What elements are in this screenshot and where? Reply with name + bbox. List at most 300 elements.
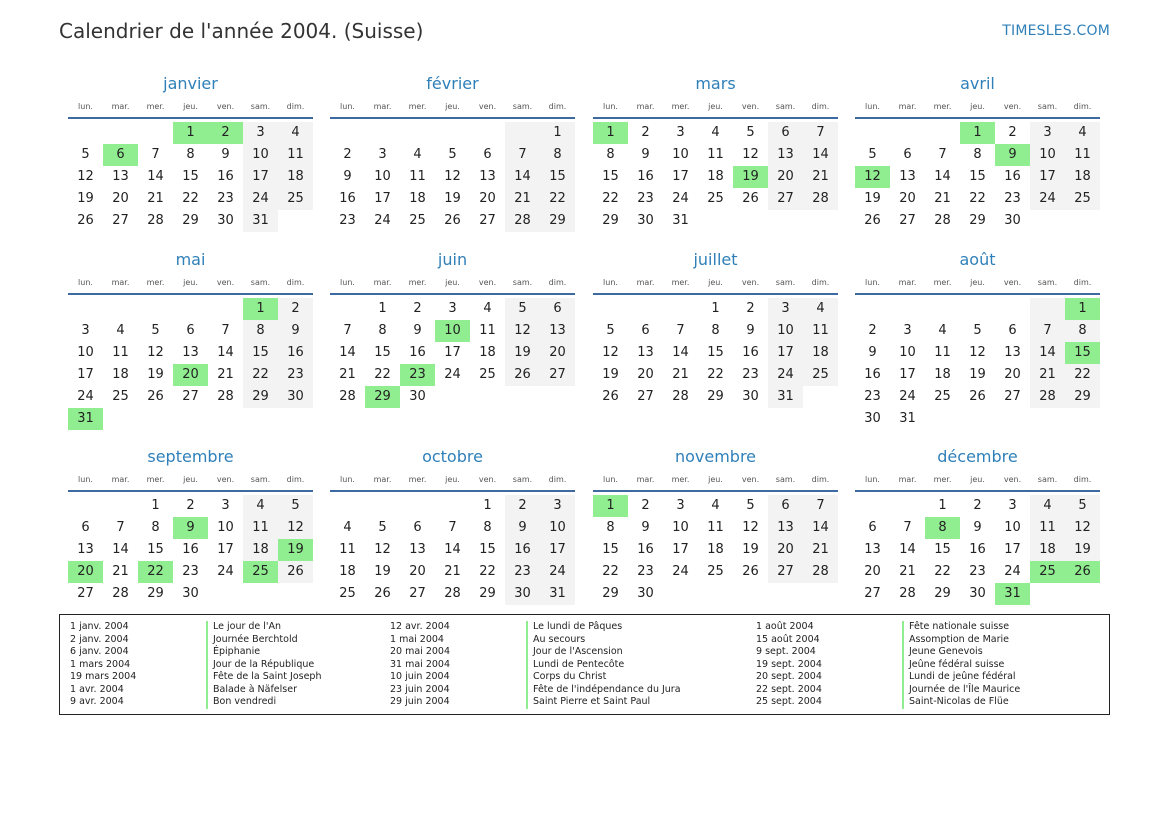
day-cell[interactable]: 23: [217, 191, 234, 206]
day-cell[interactable]: 22: [243, 364, 278, 386]
day-cell[interactable]: 4: [1065, 122, 1100, 144]
day-cell[interactable]: 8: [540, 144, 575, 166]
day-cell[interactable]: 3: [903, 323, 912, 338]
day-cell[interactable]: 22: [969, 191, 986, 206]
day-cell[interactable]: 24: [217, 564, 234, 579]
day-cell[interactable]: 29: [540, 210, 575, 232]
day-cell[interactable]: 14: [147, 169, 164, 184]
day-cell[interactable]: 16: [278, 342, 313, 364]
day-cell[interactable]: 4: [243, 495, 278, 517]
day-cell[interactable]: 6: [103, 144, 138, 166]
day-cell[interactable]: 4: [938, 323, 947, 338]
day-cell[interactable]: 6: [768, 122, 803, 144]
day-cell[interactable]: 14: [934, 169, 951, 184]
day-cell[interactable]: 31: [243, 210, 278, 232]
day-cell[interactable]: 30: [409, 389, 426, 404]
day-cell[interactable]: 3: [1008, 498, 1017, 513]
day-cell[interactable]: 27: [112, 213, 129, 228]
day-cell[interactable]: 14: [803, 517, 838, 539]
day-cell[interactable]: 9: [868, 345, 877, 360]
day-cell[interactable]: 16: [1004, 169, 1021, 184]
day-cell[interactable]: 8: [483, 520, 492, 535]
day-cell[interactable]: 28: [505, 210, 540, 232]
day-cell[interactable]: 6: [540, 298, 575, 320]
day-cell[interactable]: 13: [768, 144, 803, 166]
day-cell[interactable]: 1: [243, 298, 278, 320]
day-cell[interactable]: 17: [77, 367, 94, 382]
day-cell[interactable]: 24: [77, 389, 94, 404]
day-cell[interactable]: 18: [479, 345, 496, 360]
day-cell[interactable]: 23: [339, 213, 356, 228]
day-cell[interactable]: 12: [602, 345, 619, 360]
day-cell[interactable]: 2: [278, 298, 313, 320]
day-cell[interactable]: 28: [803, 561, 838, 583]
day-cell[interactable]: 30: [1004, 213, 1021, 228]
day-cell[interactable]: 31: [672, 213, 689, 228]
day-cell[interactable]: 10: [540, 517, 575, 539]
day-cell[interactable]: 12: [855, 166, 890, 188]
day-cell[interactable]: 12: [742, 147, 759, 162]
day-cell[interactable]: 26: [505, 364, 540, 386]
day-cell[interactable]: 23: [742, 367, 759, 382]
day-cell[interactable]: 26: [602, 389, 619, 404]
day-cell[interactable]: 7: [903, 520, 912, 535]
day-cell[interactable]: 7: [151, 147, 160, 162]
day-cell[interactable]: 11: [112, 345, 129, 360]
day-cell[interactable]: 6: [641, 323, 650, 338]
day-cell[interactable]: 20: [768, 539, 803, 561]
day-cell[interactable]: 3: [676, 498, 685, 513]
day-cell[interactable]: 20: [637, 367, 654, 382]
day-cell[interactable]: 7: [803, 122, 838, 144]
day-cell[interactable]: 2: [868, 323, 877, 338]
day-cell[interactable]: 16: [742, 345, 759, 360]
day-cell[interactable]: 30: [637, 586, 654, 601]
day-cell[interactable]: 11: [1065, 144, 1100, 166]
day-cell[interactable]: 15: [374, 345, 391, 360]
day-cell[interactable]: 5: [606, 323, 615, 338]
day-cell[interactable]: 24: [1004, 564, 1021, 579]
day-cell[interactable]: 22: [707, 367, 724, 382]
day-cell[interactable]: 29: [479, 586, 496, 601]
day-cell[interactable]: 24: [768, 364, 803, 386]
day-cell[interactable]: 18: [409, 191, 426, 206]
day-cell[interactable]: 28: [1030, 386, 1065, 408]
day-cell[interactable]: 8: [243, 320, 278, 342]
day-cell[interactable]: 20: [68, 561, 103, 583]
day-cell[interactable]: 3: [81, 323, 90, 338]
day-cell[interactable]: 20: [768, 166, 803, 188]
day-cell[interactable]: 10: [1004, 520, 1021, 535]
day-cell[interactable]: 23: [400, 364, 435, 386]
day-cell[interactable]: 23: [182, 564, 199, 579]
day-cell[interactable]: 24: [672, 564, 689, 579]
day-cell[interactable]: 9: [343, 169, 352, 184]
day-cell[interactable]: 13: [182, 345, 199, 360]
day-cell[interactable]: 7: [1030, 320, 1065, 342]
day-cell[interactable]: 17: [444, 345, 461, 360]
day-cell[interactable]: 25: [339, 586, 356, 601]
day-cell[interactable]: 29: [602, 586, 619, 601]
day-cell[interactable]: 7: [221, 323, 230, 338]
day-cell[interactable]: 2: [973, 498, 982, 513]
day-cell[interactable]: 4: [803, 298, 838, 320]
day-cell[interactable]: 7: [676, 323, 685, 338]
day-cell[interactable]: 13: [864, 542, 881, 557]
day-cell[interactable]: 17: [540, 539, 575, 561]
day-cell[interactable]: 27: [540, 364, 575, 386]
day-cell[interactable]: 18: [1065, 166, 1100, 188]
day-cell[interactable]: 14: [803, 144, 838, 166]
day-cell[interactable]: 5: [448, 147, 457, 162]
day-cell[interactable]: 22: [602, 564, 619, 579]
day-cell[interactable]: 1: [540, 122, 575, 144]
day-cell[interactable]: 26: [374, 586, 391, 601]
day-cell[interactable]: 9: [278, 320, 313, 342]
day-cell[interactable]: 10: [435, 320, 470, 342]
day-cell[interactable]: 9: [995, 144, 1030, 166]
day-cell[interactable]: 12: [444, 169, 461, 184]
day-cell[interactable]: 15: [243, 342, 278, 364]
day-cell[interactable]: 2: [1008, 125, 1017, 140]
day-cell[interactable]: 24: [899, 389, 916, 404]
day-cell[interactable]: 2: [413, 301, 422, 316]
day-cell[interactable]: 24: [672, 191, 689, 206]
day-cell[interactable]: 29: [934, 586, 951, 601]
day-cell[interactable]: 8: [925, 517, 960, 539]
day-cell[interactable]: 3: [540, 495, 575, 517]
day-cell[interactable]: 20: [540, 342, 575, 364]
day-cell[interactable]: 25: [1065, 188, 1100, 210]
day-cell[interactable]: 14: [672, 345, 689, 360]
day-cell[interactable]: 18: [112, 367, 129, 382]
day-cell[interactable]: 10: [77, 345, 94, 360]
day-cell[interactable]: 12: [742, 520, 759, 535]
day-cell[interactable]: 21: [444, 564, 461, 579]
day-cell[interactable]: 18: [803, 342, 838, 364]
day-cell[interactable]: 24: [1030, 188, 1065, 210]
day-cell[interactable]: 12: [374, 542, 391, 557]
day-cell[interactable]: 3: [243, 122, 278, 144]
day-cell[interactable]: 7: [803, 495, 838, 517]
day-cell[interactable]: 14: [505, 166, 540, 188]
day-cell[interactable]: 1: [938, 498, 947, 513]
day-cell[interactable]: 9: [413, 323, 422, 338]
day-cell[interactable]: 13: [112, 169, 129, 184]
day-cell[interactable]: 9: [641, 147, 650, 162]
day-cell[interactable]: 23: [278, 364, 313, 386]
day-cell[interactable]: 15: [479, 542, 496, 557]
day-cell[interactable]: 5: [151, 323, 160, 338]
day-cell[interactable]: 15: [707, 345, 724, 360]
day-cell[interactable]: 11: [1030, 517, 1065, 539]
day-cell[interactable]: 27: [409, 586, 426, 601]
day-cell[interactable]: 26: [444, 213, 461, 228]
day-cell[interactable]: 8: [378, 323, 387, 338]
day-cell[interactable]: 17: [672, 542, 689, 557]
day-cell[interactable]: 5: [868, 147, 877, 162]
day-cell[interactable]: 7: [343, 323, 352, 338]
day-cell[interactable]: 24: [374, 213, 391, 228]
day-cell[interactable]: 23: [864, 389, 881, 404]
day-cell[interactable]: 29: [707, 389, 724, 404]
day-cell[interactable]: 25: [803, 364, 838, 386]
day-cell[interactable]: 1: [378, 301, 387, 316]
day-cell[interactable]: 14: [112, 542, 129, 557]
day-cell[interactable]: 20: [899, 191, 916, 206]
day-cell[interactable]: 7: [116, 520, 125, 535]
day-cell[interactable]: 28: [339, 389, 356, 404]
day-cell[interactable]: 21: [672, 367, 689, 382]
day-cell[interactable]: 12: [505, 320, 540, 342]
day-cell[interactable]: 30: [742, 389, 759, 404]
day-cell[interactable]: 5: [278, 495, 313, 517]
day-cell[interactable]: 9: [641, 520, 650, 535]
day-cell[interactable]: 13: [899, 169, 916, 184]
day-cell[interactable]: 28: [672, 389, 689, 404]
day-cell[interactable]: 16: [637, 542, 654, 557]
day-cell[interactable]: 3: [221, 498, 230, 513]
day-cell[interactable]: 5: [378, 520, 387, 535]
day-cell[interactable]: 19: [77, 191, 94, 206]
day-cell[interactable]: 10: [243, 144, 278, 166]
day-cell[interactable]: 6: [903, 147, 912, 162]
day-cell[interactable]: 16: [969, 542, 986, 557]
day-cell[interactable]: 7: [938, 147, 947, 162]
day-cell[interactable]: 19: [864, 191, 881, 206]
day-cell[interactable]: 11: [243, 517, 278, 539]
day-cell[interactable]: 27: [182, 389, 199, 404]
day-cell[interactable]: 20: [173, 364, 208, 386]
day-cell[interactable]: 25: [707, 564, 724, 579]
day-cell[interactable]: 17: [672, 169, 689, 184]
day-cell[interactable]: 13: [768, 517, 803, 539]
day-cell[interactable]: 8: [151, 520, 160, 535]
day-cell[interactable]: 15: [182, 169, 199, 184]
day-cell[interactable]: 21: [112, 564, 129, 579]
day-cell[interactable]: 11: [409, 169, 426, 184]
day-cell[interactable]: 14: [1030, 342, 1065, 364]
day-cell[interactable]: 29: [243, 386, 278, 408]
day-cell[interactable]: 22: [602, 191, 619, 206]
day-cell[interactable]: 31: [995, 583, 1030, 605]
day-cell[interactable]: 17: [899, 367, 916, 382]
day-cell[interactable]: 6: [186, 323, 195, 338]
day-cell[interactable]: 11: [479, 323, 496, 338]
day-cell[interactable]: 4: [711, 125, 720, 140]
day-cell[interactable]: 20: [409, 564, 426, 579]
day-cell[interactable]: 6: [1008, 323, 1017, 338]
day-cell[interactable]: 3: [768, 298, 803, 320]
day-cell[interactable]: 9: [173, 517, 208, 539]
day-cell[interactable]: 19: [742, 542, 759, 557]
day-cell[interactable]: 28: [803, 188, 838, 210]
day-cell[interactable]: 31: [540, 583, 575, 605]
day-cell[interactable]: 19: [278, 539, 313, 561]
day-cell[interactable]: 23: [637, 564, 654, 579]
day-cell[interactable]: 27: [637, 389, 654, 404]
day-cell[interactable]: 11: [278, 144, 313, 166]
day-cell[interactable]: 13: [479, 169, 496, 184]
day-cell[interactable]: 9: [505, 517, 540, 539]
day-cell[interactable]: 27: [864, 586, 881, 601]
day-cell[interactable]: 1: [483, 498, 492, 513]
day-cell[interactable]: 29: [602, 213, 619, 228]
day-cell[interactable]: 12: [147, 345, 164, 360]
day-cell[interactable]: 15: [934, 542, 951, 557]
day-cell[interactable]: 4: [278, 122, 313, 144]
day-cell[interactable]: 26: [864, 213, 881, 228]
day-cell[interactable]: 18: [707, 542, 724, 557]
day-cell[interactable]: 26: [1065, 561, 1100, 583]
day-cell[interactable]: 17: [768, 342, 803, 364]
day-cell[interactable]: 14: [339, 345, 356, 360]
day-cell[interactable]: 12: [1065, 517, 1100, 539]
day-cell[interactable]: 13: [540, 320, 575, 342]
day-cell[interactable]: 21: [505, 188, 540, 210]
day-cell[interactable]: 8: [973, 147, 982, 162]
day-cell[interactable]: 16: [505, 539, 540, 561]
day-cell[interactable]: 27: [1004, 389, 1021, 404]
day-cell[interactable]: 21: [147, 191, 164, 206]
day-cell[interactable]: 21: [339, 367, 356, 382]
day-cell[interactable]: 1: [593, 495, 628, 517]
day-cell[interactable]: 19: [147, 367, 164, 382]
day-cell[interactable]: 28: [112, 586, 129, 601]
day-cell[interactable]: 16: [409, 345, 426, 360]
day-cell[interactable]: 25: [278, 188, 313, 210]
day-cell[interactable]: 24: [243, 188, 278, 210]
day-cell[interactable]: 20: [1004, 367, 1021, 382]
day-cell[interactable]: 8: [606, 520, 615, 535]
day-cell[interactable]: 25: [707, 191, 724, 206]
day-cell[interactable]: 27: [768, 561, 803, 583]
day-cell[interactable]: 14: [444, 542, 461, 557]
day-cell[interactable]: 23: [969, 564, 986, 579]
day-cell[interactable]: 30: [969, 586, 986, 601]
day-cell[interactable]: 7: [505, 144, 540, 166]
day-cell[interactable]: 1: [1065, 298, 1100, 320]
day-cell[interactable]: 5: [973, 323, 982, 338]
day-cell[interactable]: 22: [934, 564, 951, 579]
day-cell[interactable]: 22: [182, 191, 199, 206]
day-cell[interactable]: 5: [746, 498, 755, 513]
day-cell[interactable]: 19: [505, 342, 540, 364]
day-cell[interactable]: 29: [1065, 386, 1100, 408]
day-cell[interactable]: 3: [448, 301, 457, 316]
day-cell[interactable]: 27: [768, 188, 803, 210]
day-cell[interactable]: 26: [742, 191, 759, 206]
day-cell[interactable]: 27: [77, 586, 94, 601]
day-cell[interactable]: 16: [217, 169, 234, 184]
day-cell[interactable]: 1: [593, 122, 628, 144]
day-cell[interactable]: 31: [899, 411, 916, 426]
day-cell[interactable]: 2: [641, 498, 650, 513]
day-cell[interactable]: 8: [711, 323, 720, 338]
day-cell[interactable]: 6: [413, 520, 422, 535]
day-cell[interactable]: 11: [803, 320, 838, 342]
day-cell[interactable]: 12: [969, 345, 986, 360]
day-cell[interactable]: 31: [768, 386, 803, 408]
day-cell[interactable]: 26: [278, 561, 313, 583]
day-cell[interactable]: 5: [1065, 495, 1100, 517]
day-cell[interactable]: 15: [969, 169, 986, 184]
day-cell[interactable]: 18: [339, 564, 356, 579]
day-cell[interactable]: 29: [182, 213, 199, 228]
day-cell[interactable]: 3: [676, 125, 685, 140]
day-cell[interactable]: 26: [742, 564, 759, 579]
day-cell[interactable]: 23: [1004, 191, 1021, 206]
day-cell[interactable]: 10: [217, 520, 234, 535]
day-cell[interactable]: 24: [444, 367, 461, 382]
day-cell[interactable]: 17: [1004, 542, 1021, 557]
day-cell[interactable]: 22: [138, 561, 173, 583]
day-cell[interactable]: 2: [186, 498, 195, 513]
day-cell[interactable]: 12: [278, 517, 313, 539]
day-cell[interactable]: 13: [1004, 345, 1021, 360]
day-cell[interactable]: 2: [343, 147, 352, 162]
day-cell[interactable]: 18: [934, 367, 951, 382]
day-cell[interactable]: 13: [637, 345, 654, 360]
day-cell[interactable]: 8: [1065, 320, 1100, 342]
day-cell[interactable]: 19: [444, 191, 461, 206]
day-cell[interactable]: 16: [182, 542, 199, 557]
day-cell[interactable]: 26: [969, 389, 986, 404]
day-cell[interactable]: 30: [505, 583, 540, 605]
day-cell[interactable]: 9: [221, 147, 230, 162]
day-cell[interactable]: 8: [606, 147, 615, 162]
day-cell[interactable]: 10: [672, 147, 689, 162]
day-cell[interactable]: 30: [864, 411, 881, 426]
day-cell[interactable]: 20: [112, 191, 129, 206]
day-cell[interactable]: 29: [969, 213, 986, 228]
day-cell[interactable]: 19: [374, 564, 391, 579]
day-cell[interactable]: 17: [243, 166, 278, 188]
day-cell[interactable]: 30: [217, 213, 234, 228]
brand-link[interactable]: TIMESLES.COM: [1002, 23, 1110, 39]
day-cell[interactable]: 14: [899, 542, 916, 557]
day-cell[interactable]: 11: [707, 520, 724, 535]
day-cell[interactable]: 14: [217, 345, 234, 360]
day-cell[interactable]: 19: [602, 367, 619, 382]
day-cell[interactable]: 22: [540, 188, 575, 210]
day-cell[interactable]: 1: [151, 498, 160, 513]
day-cell[interactable]: 23: [505, 561, 540, 583]
day-cell[interactable]: 11: [339, 542, 356, 557]
day-cell[interactable]: 22: [1065, 364, 1100, 386]
day-cell[interactable]: 26: [77, 213, 94, 228]
day-cell[interactable]: 22: [479, 564, 496, 579]
day-cell[interactable]: 19: [1065, 539, 1100, 561]
day-cell[interactable]: 10: [672, 520, 689, 535]
day-cell[interactable]: 21: [899, 564, 916, 579]
day-cell[interactable]: 1: [173, 122, 208, 144]
day-cell[interactable]: 10: [374, 169, 391, 184]
day-cell[interactable]: 11: [707, 147, 724, 162]
day-cell[interactable]: 25: [409, 213, 426, 228]
day-cell[interactable]: 30: [182, 586, 199, 601]
day-cell[interactable]: 18: [243, 539, 278, 561]
day-cell[interactable]: 17: [1030, 166, 1065, 188]
day-cell[interactable]: 26: [147, 389, 164, 404]
day-cell[interactable]: 28: [147, 213, 164, 228]
day-cell[interactable]: 25: [479, 367, 496, 382]
day-cell[interactable]: 4: [413, 147, 422, 162]
day-cell[interactable]: 2: [208, 122, 243, 144]
day-cell[interactable]: 27: [899, 213, 916, 228]
day-cell[interactable]: 19: [733, 166, 768, 188]
day-cell[interactable]: 17: [217, 542, 234, 557]
